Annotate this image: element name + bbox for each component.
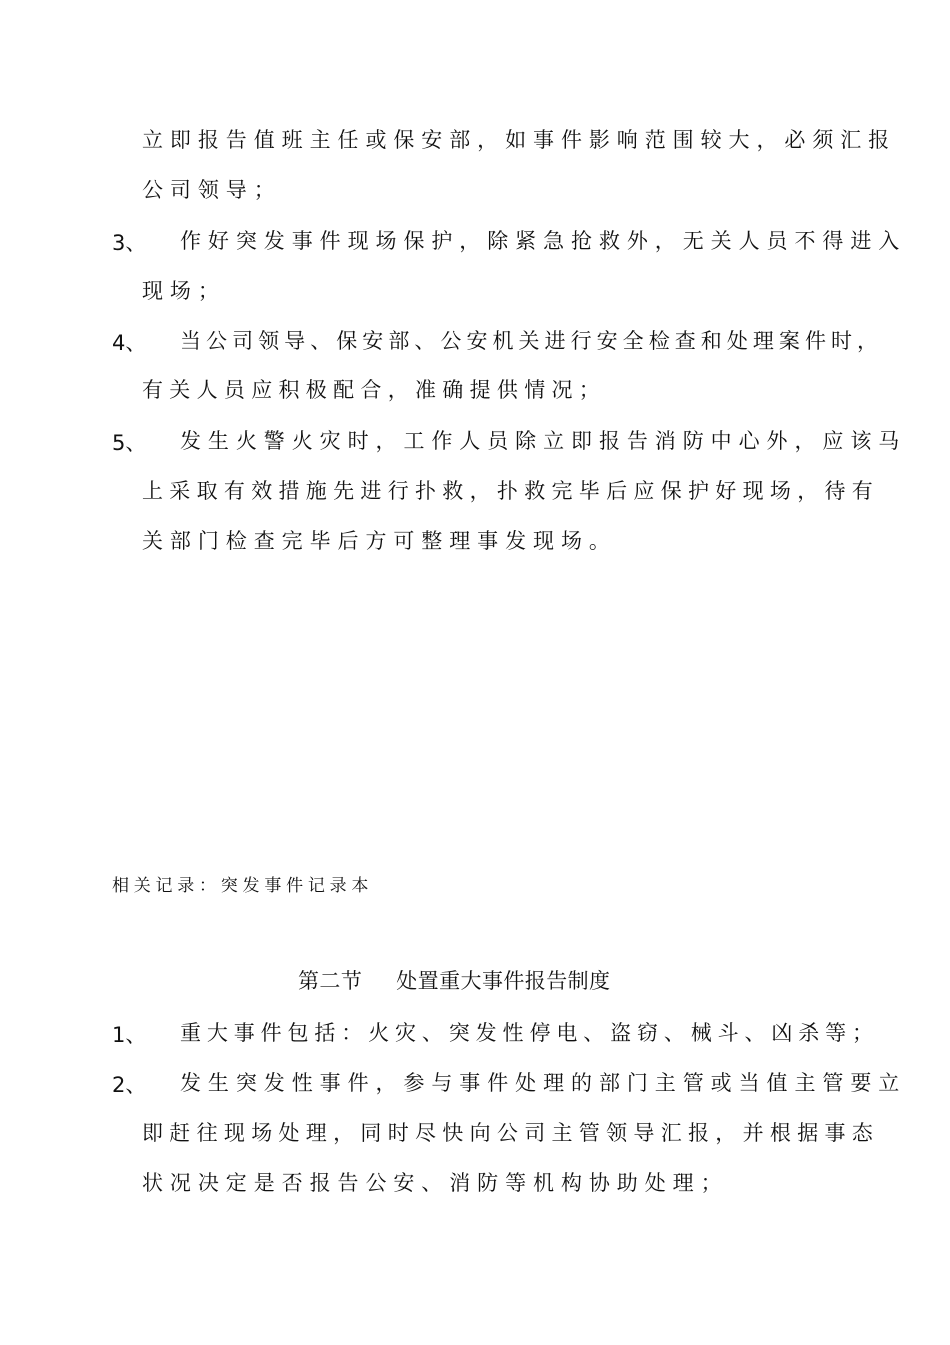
section-heading (298, 967, 610, 995)
item-number: 3、 (112, 231, 147, 255)
item-number: 1、 (112, 1023, 147, 1047)
paragraph-line: 立即报告值班主任或保安部，如事件影响范围较大，必须汇报 (142, 128, 897, 152)
paragraph-line: 有关人员应积极配合，准确提供情况； (142, 378, 607, 402)
paragraph-line: 现场； (142, 279, 226, 303)
paragraph-line: 即赶往现场处理，同时尽快向公司主管领导汇报，并根据事态 (142, 1121, 880, 1145)
item-number: 5、 (112, 431, 147, 455)
related-record: 相关记录：突发事件记录本 (112, 876, 374, 896)
paragraph-line: 作好突发事件现场保护，除紧急抢救外，无关人员不得进入 (180, 229, 907, 253)
item-number: 2、 (112, 1073, 147, 1097)
paragraph-line: 关部门检查完毕后方可整理事发现场。 (142, 529, 617, 553)
section-title: 处置重大事件报告制度 (396, 969, 611, 993)
section-number: 第二节 (298, 969, 363, 993)
paragraph-line: 上采取有效措施先进行扑救，扑救完毕后应保护好现场，待有 (142, 479, 880, 503)
paragraph-line: 发生突发性事件，参与事件处理的部门主管或当值主管要立 (180, 1071, 907, 1095)
item-number: 4、 (112, 331, 147, 355)
paragraph-line: 当公司领导、保安部、公安机关进行安全检查和处理案件时， (180, 329, 884, 353)
paragraph-line: 发生火警火灾时，工作人员除立即报告消防中心外，应该马 (180, 429, 907, 453)
paragraph-line: 公司领导； (142, 178, 282, 202)
paragraph-line: 状况决定是否报告公安、消防等机构协助处理； (142, 1171, 729, 1195)
paragraph-line: 重大事件包括：火灾、突发性停电、盗窃、械斗、凶杀等； (180, 1021, 879, 1045)
